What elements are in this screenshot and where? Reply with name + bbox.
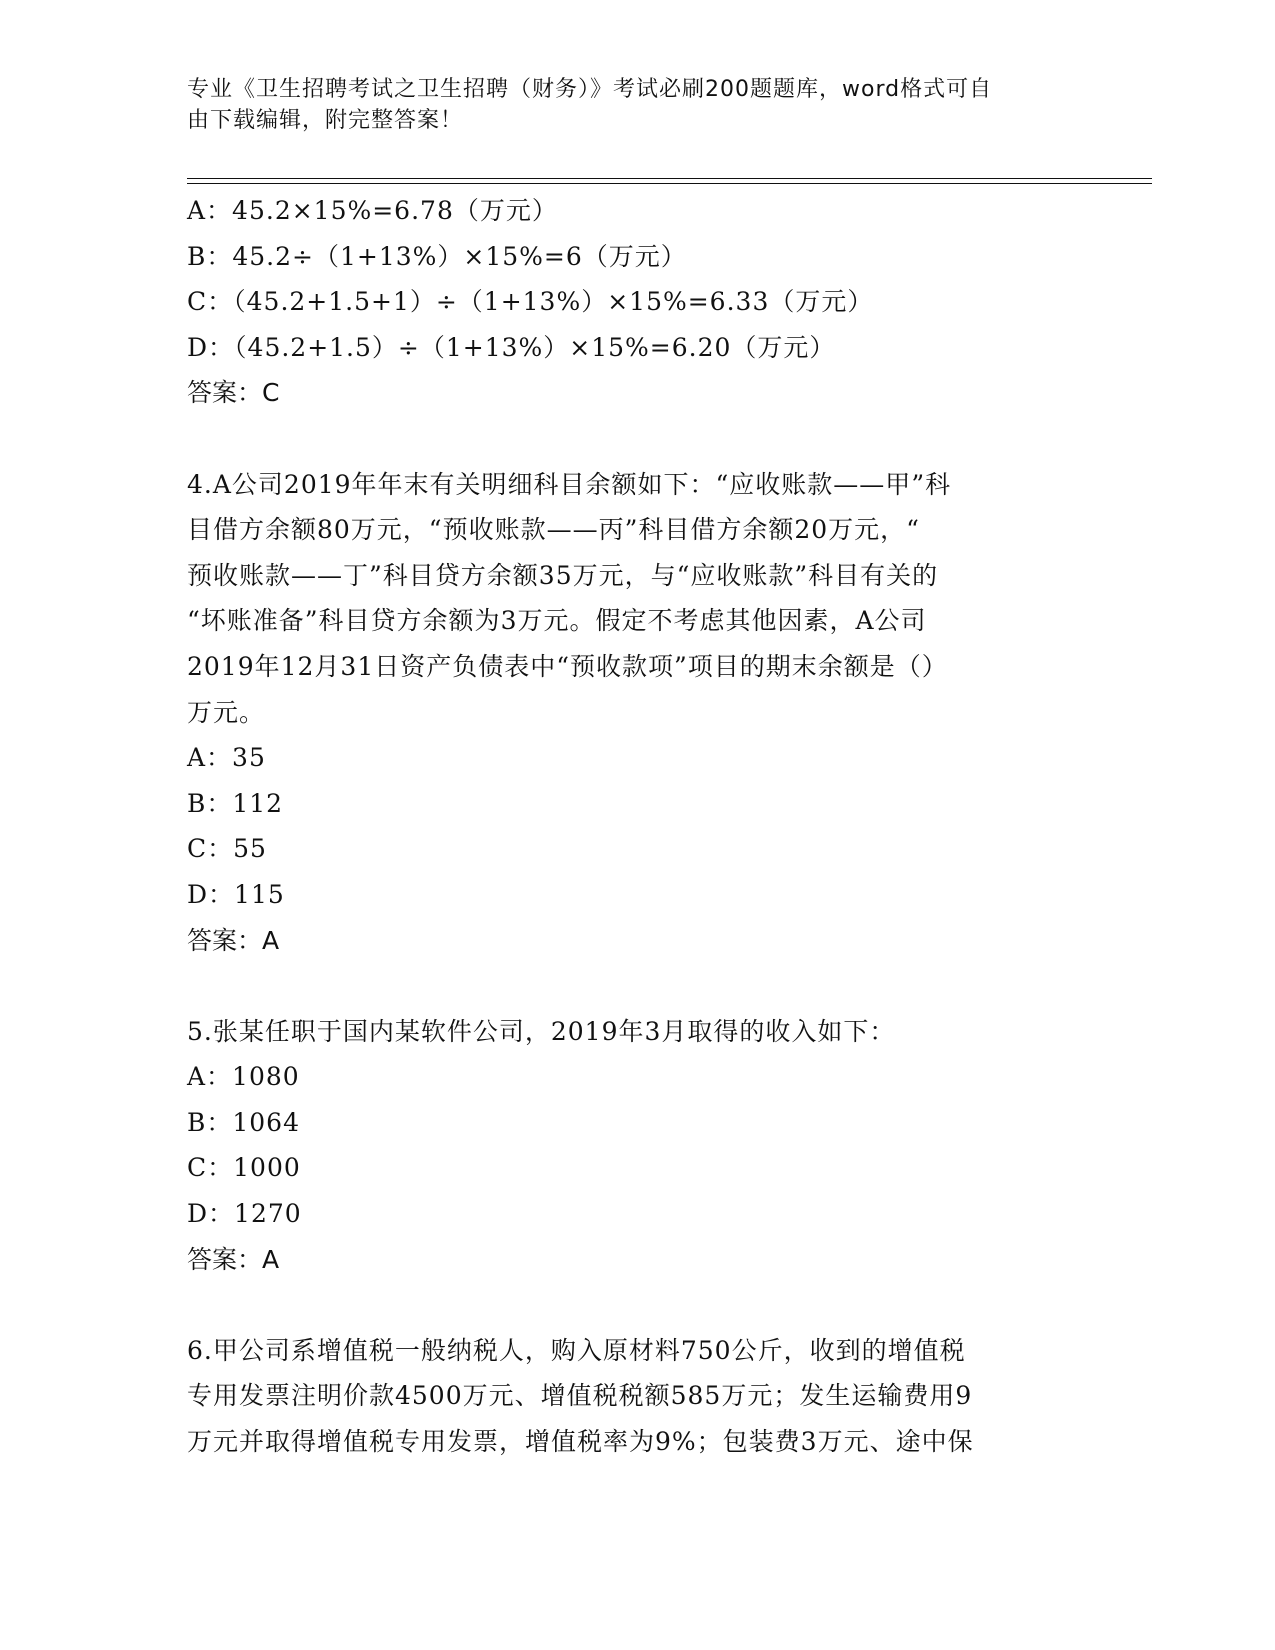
option-d: D：1270 — [187, 1199, 302, 1229]
question-4 — [187, 462, 1087, 964]
question-stem-line: 5.张某任职于国内某软件公司，2019年3月取得的收入如下： — [187, 1016, 896, 1046]
option-b: B：1064 — [187, 1107, 300, 1137]
option-c: C：（45.2+1.5+1）÷（1+13%）×15%=6.33（万元） — [187, 287, 874, 317]
header-line-2: 由下载编辑，附完整答案！ — [187, 108, 464, 133]
question-stem-line: 2019年12月31日资产负债表中“预收款项”项目的期末余额是（） — [187, 651, 948, 681]
option-b: B：112 — [187, 788, 284, 818]
header-rule-top — [187, 178, 1152, 179]
question-stem-line: 专用发票注明价款4500万元、增值税税额585万元；发生运输费用9 — [187, 1381, 973, 1411]
question-6 — [187, 1328, 1087, 1465]
answer-line: 答案：A — [187, 925, 280, 955]
question-5 — [187, 1009, 1087, 1283]
question-stem-line: 4.A公司2019年年末有关明细科目余额如下：“应收账款——甲”科 — [187, 469, 952, 499]
spacer — [187, 963, 1087, 1009]
question-stem-line: 预收账款——丁”科目贷方余额35万元，与“应收账款”科目有关的 — [187, 560, 939, 590]
question-stem-line: “坏账准备”科目贷方余额为3万元。假定不考虑其他因素，A公司 — [187, 606, 927, 636]
option-a: A：35 — [187, 743, 266, 773]
document-body — [187, 188, 1087, 1465]
option-a: A：1080 — [187, 1062, 300, 1092]
option-d: D：115 — [187, 879, 285, 909]
spacer — [187, 416, 1087, 462]
option-a: A：45.2×15%=6.78（万元） — [187, 196, 558, 225]
answer-line: 答案：C — [187, 378, 280, 408]
answer-line: 答案：A — [187, 1244, 280, 1274]
option-b: B：45.2÷（1+13%）×15%=6（万元） — [187, 241, 687, 271]
option-c: C：55 — [187, 834, 267, 864]
header-line-1: 专业《卫生招聘考试之卫生招聘（财务）》考试必刷200题题库，word格式可自 — [187, 77, 993, 102]
spacer — [187, 1282, 1087, 1328]
question-stem-line: 目借方余额80万元，“预收账款——丙”科目借方余额20万元，“ — [187, 515, 920, 545]
question-stem-line: 万元。 — [187, 697, 266, 727]
question-3 — [187, 188, 1087, 416]
question-stem-line: 6.甲公司系增值税一般纳税人，购入原材料750公斤，收到的增值税 — [187, 1335, 966, 1365]
option-d: D：（45.2+1.5）÷（1+13%）×15%=6.20（万元） — [187, 332, 836, 362]
document-header — [187, 74, 1067, 136]
header-rule-bottom — [187, 183, 1152, 184]
question-stem-line: 万元并取得增值税专用发票，增值税率为9%；包装费3万元、途中保 — [187, 1427, 974, 1457]
option-c: C：1000 — [187, 1153, 301, 1183]
